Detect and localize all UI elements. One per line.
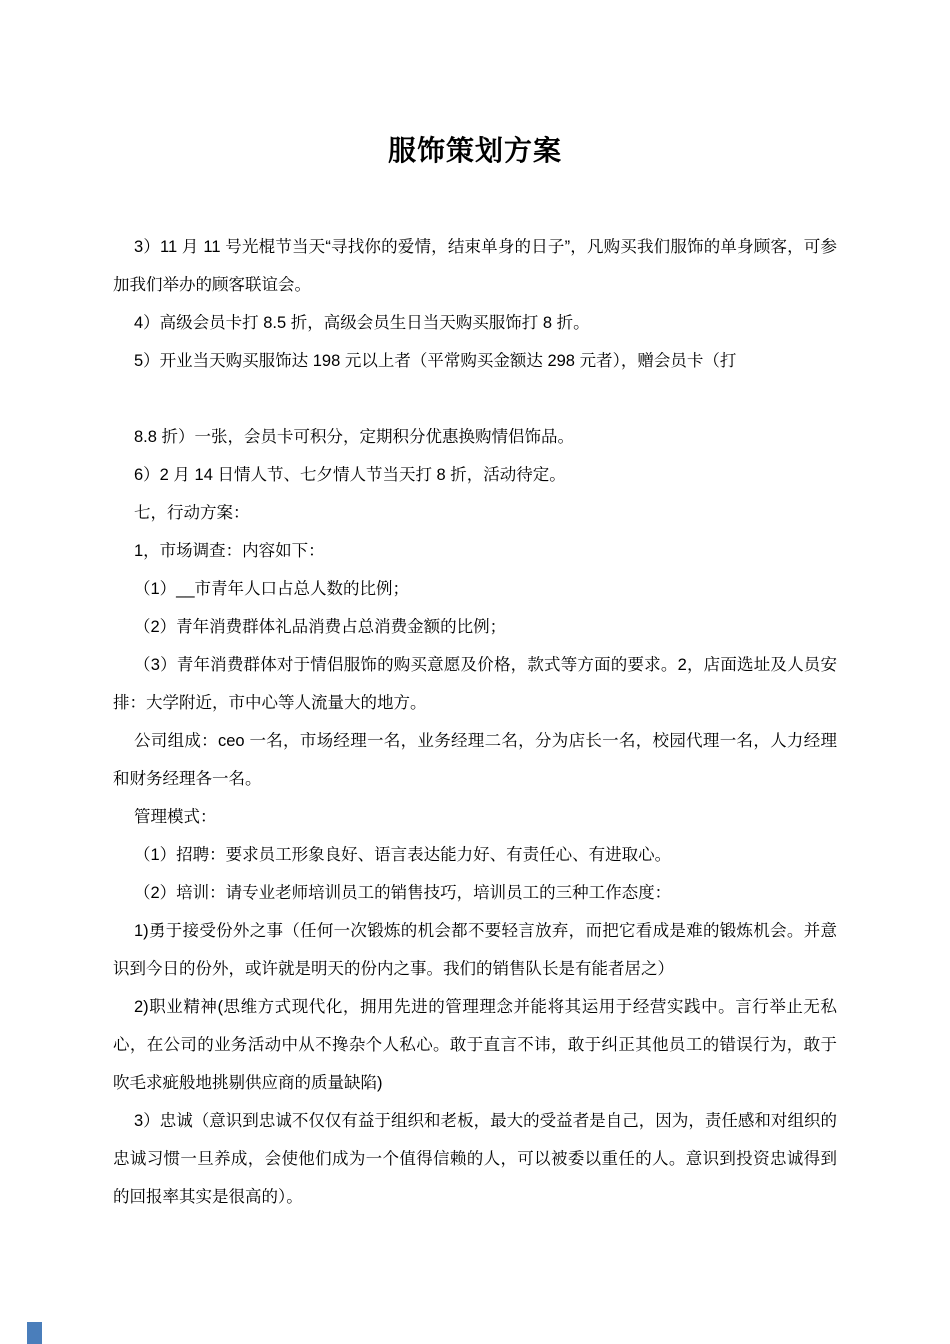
paragraph: 6）2 月 14 日情人节、七夕情人节当天打 8 折，活动待定。 (134, 466, 566, 484)
paragraph: 1)勇于接受份外之事（任何一次锻炼的机会都不要轻言放弃，而把它看成是难的锻炼机会。并意识到今日的份外，或许就是明天的份内之事。我们的销售队长是有能者居之） (113, 922, 837, 978)
paragraph: 3）11 月 11 号光棍节当天“寻找你的爱情，结束单身的日子”，凡购买我们服饰的单身顾客，可参加我们举办的顾客联谊会。 (113, 238, 837, 294)
paragraph: 2)职业精神(思维方式现代化，拥用先进的管理理念并能将其运用于经营实践中。言行举止无私心，在公司的业务活动中从不搀杂个人私心。敢于直言不讳，敢于纠正其他员工的错误行为，敢于吹毛求疵般地挑剔供应商的质量缺陷) (113, 998, 837, 1092)
paragraph: 3）忠诚（意识到忠诚不仅仅有益于组织和老板，最大的受益者是自己，因为，责任感和对组织的忠诚习惯一旦养成，会使他们成为一个值得信赖的人，可以被委以重任的人。意识到投资忠诚得到的回报率其实是很高的）。 (113, 1112, 837, 1206)
paragraph: 七，行动方案： (134, 504, 250, 522)
paragraph: 8.8 折）一张，会员卡可积分，定期积分优惠换购情侣饰品。 (134, 428, 575, 446)
paragraph: （1）招聘：要求员工形象良好、语言表达能力好、有责任心、有进取心。 (134, 846, 672, 864)
paragraph: 公司组成：ceo 一名，市场经理一名，业务经理二名，分为店长一名，校园代理一名，人力经理和财务经理各一名。 (113, 732, 837, 788)
paragraph: 1，市场调查：内容如下： (134, 542, 325, 560)
paragraph: 管理模式： (134, 808, 217, 826)
document-title: 服饰策划方案 (387, 135, 562, 166)
paragraph: 5）开业当天购买服饰达 198 元以上者（平常购买金额达 298 元者），赠会员卡（打 (134, 352, 737, 370)
paragraph: （2）培训：请专业老师培训员工的销售技巧，培训员工的三种工作态度： (134, 884, 672, 902)
page-corner-mark (27, 1322, 42, 1344)
paragraph: （2）青年消费群体礼品消费占总消费金额的比例； (134, 618, 507, 636)
paragraph: （1）__市青年人口占总人数的比例； (134, 580, 410, 598)
paragraph: （3）青年消费群体对于情侣服饰的购买意愿及价格，款式等方面的要求。2，店面选址及人员安排：大学附近，市中心等人流量大的地方。 (113, 656, 837, 712)
document-body (113, 228, 837, 1216)
paragraph: 4）高级会员卡打 8.5 折，高级会员生日当天购买服饰打 8 折。 (134, 314, 590, 332)
